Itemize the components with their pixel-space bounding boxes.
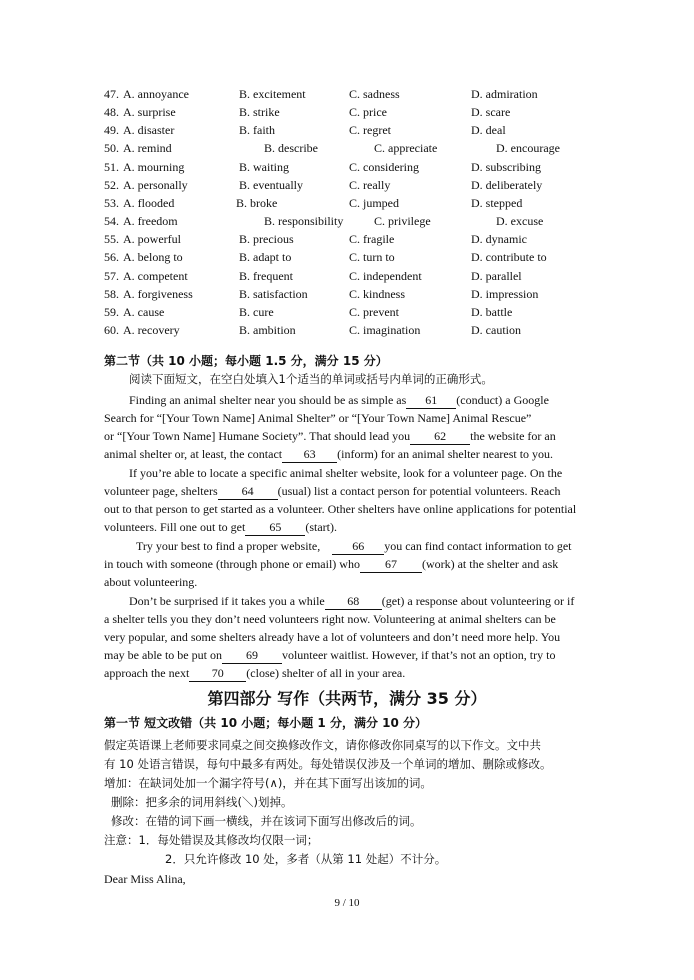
question-number: 55.	[104, 232, 119, 247]
option-a: A. recovery	[123, 322, 180, 337]
option-row	[0, 212, 694, 230]
passage-line: a shelter tells you they don’t need volunteers right now. Volunteering at animal shelters can be	[104, 612, 556, 626]
passage-line: approach the next 70 (close) shelter of all in your area.	[104, 666, 406, 680]
section2-instruction: 阅读下面短文，在空白处填入1个适当的单词或括号内单词的正确形式。	[129, 372, 493, 386]
option-d: D. contribute to	[471, 250, 547, 265]
option-row	[0, 194, 694, 212]
option-c: C. jumped	[349, 195, 399, 210]
option-a: A. powerful	[123, 232, 181, 247]
option-a: A. surprise	[123, 105, 176, 120]
option-c: C. kindness	[349, 286, 406, 301]
passage-line: Don’t be surprised if it takes you a while 68 (get) a response about volunteering or if	[129, 594, 575, 608]
option-b: B. describe	[264, 141, 318, 156]
option-a: A. cause	[123, 304, 165, 319]
option-row	[0, 176, 694, 194]
option-d: D. scare	[471, 105, 511, 120]
question-number: 47.	[104, 87, 119, 101]
question-number: 58.	[104, 286, 119, 301]
option-d: D. parallel	[471, 268, 522, 283]
option-a: A. forgiveness	[123, 286, 193, 301]
option-c: C. really	[349, 177, 391, 192]
page-number: 9 / 10	[334, 897, 360, 909]
question-number: 51.	[104, 159, 119, 174]
question-number: 48.	[104, 105, 119, 120]
option-b: B. eventually	[239, 177, 303, 192]
question-number: 49.	[104, 123, 119, 138]
option-c: C. imagination	[349, 322, 421, 337]
passage-line: out to that person to get started as a volunteer. Other shelters have online applications for potential	[104, 502, 577, 516]
option-row	[0, 321, 694, 339]
option-b: B. ambition	[239, 322, 296, 337]
rule-line: 有 10 处语言错误，每句中最多有两处。每处错误仅涉及一个单词的增加、删除或修改。	[104, 757, 552, 771]
option-b: B. responsibility	[264, 214, 344, 229]
option-a: A. flooded	[123, 195, 175, 210]
option-c: C. fragile	[349, 232, 395, 247]
passage-line: about volunteering.	[104, 575, 198, 589]
passage-line: Search for “[Your Town Name] Animal Shelter” or “[Your Town Name] Animal Rescue”	[104, 411, 532, 425]
option-d: D. excuse	[496, 214, 544, 229]
section2-heading: 第二节（共 10 小题；每小题 1.5 分，满分 15 分）	[104, 354, 388, 368]
option-c: C. considering	[349, 159, 419, 174]
rule-line: 2．只允许修改 10 处，多者（从第 11 处起）不计分。	[165, 852, 447, 866]
option-b: B. cure	[239, 304, 274, 319]
option-c: C. price	[349, 105, 387, 120]
passage-line: volunteers. Fill one out to get 65 (start).	[104, 520, 337, 534]
option-b: B. frequent	[239, 268, 293, 283]
salutation: Dear Miss Alina,	[104, 872, 186, 886]
blank-64: 64	[218, 484, 278, 500]
option-row	[0, 267, 694, 285]
passage-line: or “[Your Town Name] Humane Society”. That should lead you 62 the website for an	[104, 429, 556, 443]
option-a: A. freedom	[123, 214, 178, 229]
blank-63: 63	[282, 447, 337, 463]
option-d: D. dynamic	[471, 232, 527, 247]
rule-line: 修改：在错的词下画一横线，并在该词下面写出修改后的词。	[111, 814, 422, 828]
option-row	[0, 230, 694, 248]
option-b: B. satisfaction	[239, 286, 308, 301]
option-d: D. stepped	[471, 195, 523, 210]
passage-line: animal shelter or, at least, the contact 63 (inform) for an animal shelter nearest to you.	[104, 447, 554, 461]
option-b: B. strike	[239, 105, 280, 120]
question-number: 60.	[104, 322, 119, 337]
option-a: A. disaster	[123, 123, 175, 138]
option-row	[0, 121, 694, 139]
question-number: 50.	[104, 141, 119, 156]
option-b: B. faith	[239, 123, 275, 138]
option-c: C. sadness	[349, 87, 400, 101]
option-a: A. remind	[123, 141, 172, 156]
option-row	[0, 158, 694, 176]
option-d: D. deliberately	[471, 177, 543, 192]
option-row	[0, 285, 694, 303]
rule-line: 假定英语课上老师要求同桌之间交换修改作文，请你修改你同桌写的以下作文。文中共	[104, 738, 541, 752]
option-c: C. prevent	[349, 304, 399, 319]
option-a: A. belong to	[123, 250, 183, 265]
passage-line: in touch with someone (through phone or email) who 67 (work) at the shelter and ask	[104, 557, 559, 571]
option-d: D. caution	[471, 322, 521, 337]
rule-line: 删除：把多余的词用斜线(＼)划掉。	[111, 795, 293, 809]
blank-70: 70	[189, 666, 246, 682]
option-c: C. independent	[349, 268, 422, 283]
passage-line: may be able to be put on 69 volunteer waitlist. However, if that’s not an option, try to	[104, 648, 556, 662]
option-c: C. privilege	[374, 214, 431, 229]
blank-65: 65	[245, 520, 305, 536]
option-row	[0, 85, 694, 103]
question-number: 54.	[104, 214, 119, 229]
question-number: 53.	[104, 195, 119, 210]
question-number: 56.	[104, 250, 119, 265]
option-a: A. mourning	[123, 159, 185, 174]
blank-69: 69	[222, 648, 282, 664]
part4-title: 第四部分 写作（共两节，满分 35 分）	[207, 689, 487, 708]
option-d: D. deal	[471, 123, 506, 138]
passage-line: Try your best to find a proper website, 66 you can find contact information to get	[136, 539, 572, 553]
passage-line: If you’re able to locate a specific animal shelter website, look for a volunteer page. On the	[129, 466, 563, 480]
option-c: C. appreciate	[374, 141, 438, 156]
option-c: C. regret	[349, 123, 391, 138]
option-b: B. precious	[239, 232, 294, 247]
question-number: 57.	[104, 268, 119, 283]
option-a: A. annoyance	[123, 87, 189, 101]
blank-61: 61	[406, 393, 456, 409]
part4-sub-heading: 第一节 短文改错（共 10 小题；每小题 1 分，满分 10 分）	[104, 716, 427, 730]
question-number: 52.	[104, 177, 119, 192]
option-a: A. personally	[123, 177, 188, 192]
blank-66: 66	[332, 539, 384, 555]
passage-line: Finding an animal shelter near you should be as simple as 61 (conduct) a Google	[129, 393, 549, 407]
blank-67: 67	[360, 557, 422, 573]
question-number: 59.	[104, 304, 119, 319]
option-d: D. subscribing	[471, 159, 541, 174]
option-b: B. adapt to	[239, 250, 292, 265]
blank-68: 68	[325, 594, 382, 610]
option-d: D. battle	[471, 304, 513, 319]
option-b: B. waiting	[239, 159, 289, 174]
passage-line: very popular, and some shelters already have a lot of volunteers and don’t need more help. You	[104, 630, 561, 644]
passage-line: volunteer page, shelters 64 (usual) list a contact person for potential volunteers. Reach	[104, 484, 561, 498]
option-c: C. turn to	[349, 250, 395, 265]
option-row	[0, 139, 694, 157]
rule-line: 增加：在缺词处加一个漏字符号(∧)，并在其下面写出该加的词。	[104, 776, 432, 790]
option-row	[0, 103, 694, 121]
option-row	[0, 303, 694, 321]
option-d: D. encourage	[496, 141, 560, 156]
blank-62: 62	[410, 429, 470, 445]
option-row	[0, 248, 694, 266]
option-a: A. competent	[123, 268, 188, 283]
rule-line: 注意：1．每处错误及其修改均仅限一词；	[104, 833, 319, 847]
option-d: D. admiration	[471, 87, 538, 101]
option-b: B. excitement	[239, 87, 306, 101]
option-d: D. impression	[471, 286, 539, 301]
option-b: B. broke	[236, 195, 278, 210]
